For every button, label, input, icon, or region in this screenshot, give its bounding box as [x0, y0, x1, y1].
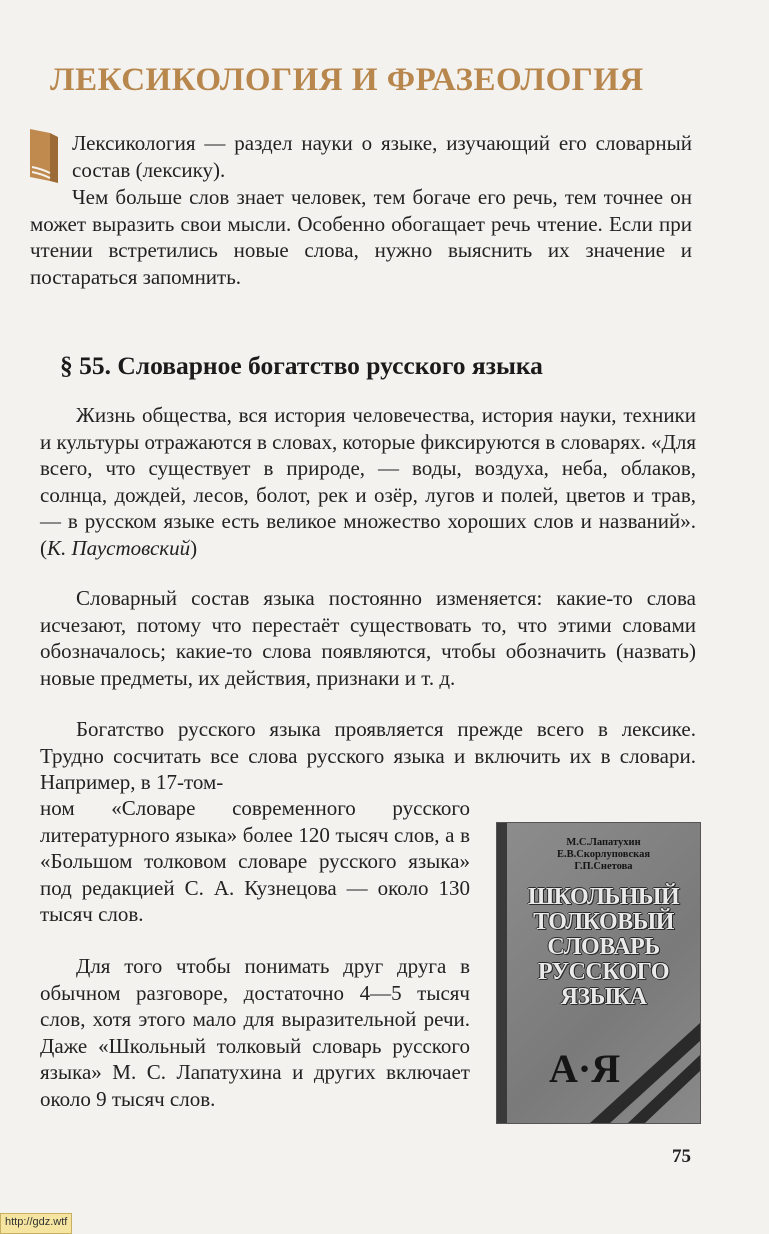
lexicology-definition: Лексикология — раздел науки о языке, изучающий его словарный состав (лексику). [72, 131, 692, 182]
section-heading: § 55. Словарное богатство русского языка [60, 351, 543, 380]
paragraph-1 [40, 402, 696, 561]
paragraph-3-continued: ном «Словаре современного русского литературного языка» более 120 тысяч слов, а в «Большом толковом словаре русского языка» под редакцией С. А. Кузнецова — около 130 тысяч слов. [40, 796, 470, 926]
cover-title-line: ЯЗЫКА [560, 984, 647, 1010]
paragraph-3: Богатство русского языка проявляется прежде всего в лексике. Трудно сосчитать все слова русского языка и включить их в словари. Например, в 17-том- [40, 717, 696, 794]
dictionary-cover-image [496, 822, 701, 1124]
cover-letters: А·Я [549, 1046, 621, 1091]
cover-title-line: РУССКОГО [537, 959, 670, 985]
book-icon [28, 127, 60, 183]
cover-author: Г.П.Снетова [574, 861, 633, 872]
paragraph-1-close: ) [190, 535, 198, 560]
paragraph-4: Для того чтобы понимать друг друга в обычном разговоре, достаточно 4—5 тысяч слов, хотя этого мало для выразительной речи. Даже «Школьный толковый словарь русского языка» М. С. Лапатухина и других включает около 9 тысяч слов. [40, 954, 470, 1111]
page-number: 75 [672, 1146, 691, 1167]
cover-title-line: ТОЛКОВЫЙ [533, 909, 674, 935]
cover-author: Е.В.Скорлуповская [556, 849, 651, 860]
cover-title-line: СЛОВАРЬ [547, 934, 660, 960]
cover-title [511, 885, 696, 1010]
cover-authors [511, 837, 696, 873]
cover-author: М.С.Лапатухин [566, 837, 641, 848]
paragraph-1-text: Жизнь общества, вся история человечества, история науки, техники и культуры отражаются в словах, которые фиксируются в словарях. «Для всего, что существует в природе, — воды, воздуха, неба, облаков, солнца, дождей, лесов, болот, рек и озёр, лугов и полей, цветов и трав, — в русском языке есть великое множество хороших слов и названий». ( [40, 403, 696, 560]
watermark-link[interactable]: http://gdz.wtf [0, 1213, 72, 1234]
intro-paragraph: Чем больше слов знает человек, тем богаче его речь, тем точнее он может выразить свои мысли. Особенно обогащает речь чтение. Если при чтении встретились новые слова, нужно выяснить их значение и постараться запомнить. [30, 185, 692, 289]
page-title: ЛЕКСИКОЛОГИЯ И ФРАЗЕОЛОГИЯ [50, 62, 644, 98]
quote-author: К. Паустовский [47, 535, 191, 560]
cover-title-line: ШКОЛЬНЫЙ [527, 884, 680, 910]
paragraph-2: Словарный состав языка постоянно изменяется: какие-то слова исчезают, потому что перестаёт существовать то, что этими словами обозначалось; какие-то слова появляются, чтобы обозначить (назвать) новые предметы, их действия, признаки и т. д. [40, 586, 696, 690]
